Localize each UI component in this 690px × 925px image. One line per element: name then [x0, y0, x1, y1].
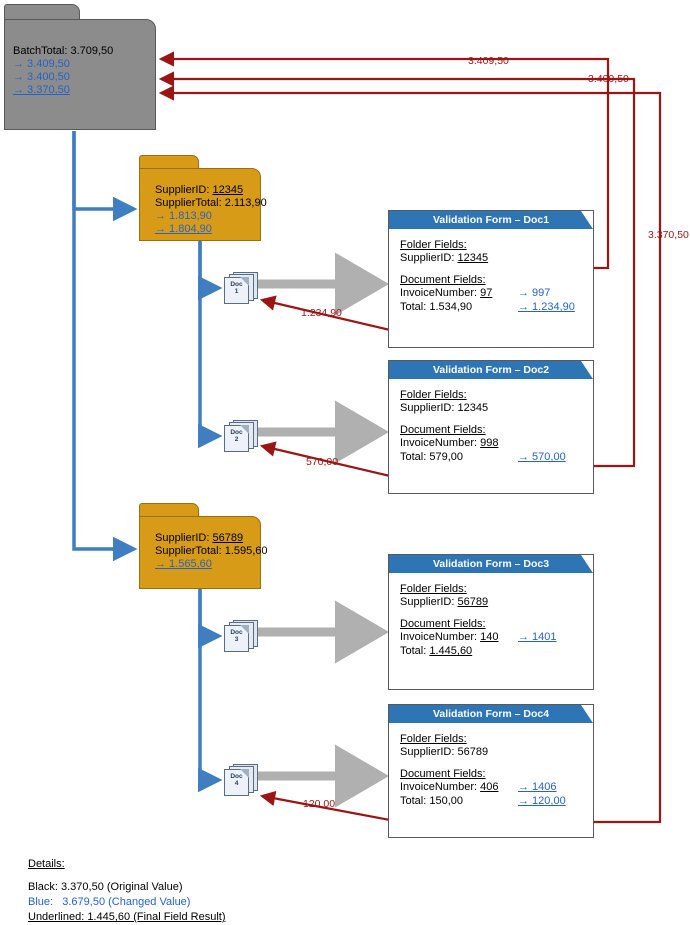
legend-changed: Blue: 3.679,50 (Changed Value) [28, 896, 191, 908]
form-title-bar [389, 705, 593, 723]
document-fields-group [400, 768, 582, 808]
document-fields-group [400, 424, 582, 464]
form-title: Validation Form – Doc2 [389, 361, 593, 379]
folder-fields-header: Folder Fields: [400, 583, 467, 595]
form-title: Validation Form – Doc3 [389, 555, 593, 573]
supplier-total-label: SupplierTotal: 1.595,60 [155, 545, 268, 557]
folder-tab [139, 503, 199, 517]
batch-total-label: BatchTotal: 3.709,50 [13, 45, 114, 57]
total-change: → 1.234,90 [518, 301, 575, 313]
doc-stack-icon-2[interactable] [224, 420, 258, 452]
form-body [389, 229, 593, 335]
supplier-folder-56789[interactable] [139, 503, 268, 589]
corner-notch [581, 555, 593, 573]
invoice-number-change: → 997 [518, 287, 551, 299]
form-title-bar [389, 211, 593, 229]
folder-supplierid-value: 56789 [457, 596, 489, 608]
batch-folder-text [13, 45, 113, 97]
validation-form-doc1[interactable] [388, 210, 594, 348]
legend-final: Underlined: 1.445,60 (Final Field Result) [28, 911, 226, 923]
folder-fields-header: Folder Fields: [400, 239, 467, 251]
supplier-id-label: SupplierID: 56789 [155, 532, 244, 544]
form-body [389, 573, 593, 679]
total-row: Total: 579,00 → 570,00 [400, 451, 566, 463]
supplier-folder-text [155, 532, 268, 571]
folder-supplierid-row: SupplierID: 56789 [400, 746, 489, 758]
doc-icon-label: Doc 1 [230, 281, 243, 295]
folder-fields-group [400, 583, 582, 609]
invoice-number-row: InvoiceNumber: 998 [400, 437, 499, 449]
supplier-id-value: 56789 [212, 532, 244, 544]
invoice-number-value: 406 [480, 781, 499, 793]
total-row: Total: 1.534,90 → 1.234,90 [400, 301, 575, 313]
folder-fields-group [400, 239, 582, 265]
details-header: Details: [28, 858, 65, 870]
doc-icon-label: Doc 3 [230, 629, 243, 643]
batch-change-3: → 3.370,50 [13, 84, 70, 96]
supplier-folder-text [155, 184, 267, 236]
folder-fields-group [400, 733, 582, 759]
invoice-number-row: InvoiceNumber: 140 → 1401 [400, 631, 557, 643]
supplier-folder-12345[interactable] [139, 155, 267, 241]
arrow-label-doc1: 1.234,90 [301, 307, 342, 319]
document-fields-header: Document Fields: [400, 618, 486, 630]
document-fields-group [400, 274, 582, 314]
validation-form-doc4[interactable] [388, 704, 594, 838]
arrow-label-doc2: 570,00 [306, 456, 339, 468]
folder-supplierid-row: SupplierID: 12345 [400, 252, 489, 264]
form-title-bar [389, 361, 593, 379]
form-body [389, 379, 593, 485]
form-title: Validation Form – Doc1 [389, 211, 593, 229]
total-row: Total: 150,00 → 120,00 [400, 795, 566, 807]
details-legend [28, 857, 226, 925]
folder-fields-header: Folder Fields: [400, 733, 467, 745]
folder-fields-group [400, 389, 582, 415]
arrow-label-batch-right: 3.370,50 [648, 229, 689, 241]
supplier-change-2: → 1.804,90 [155, 223, 212, 235]
arrow-label-batch-top: 3.409,50 [468, 55, 509, 67]
form-body [389, 723, 593, 829]
document-fields-header: Document Fields: [400, 768, 486, 780]
folder-fields-header: Folder Fields: [400, 389, 467, 401]
doc-stack-icon-4[interactable] [224, 764, 258, 796]
arrow-label-doc4: 120,00 [303, 798, 336, 810]
doc-icon-label: Doc 2 [230, 429, 243, 443]
total-change: → 570,00 [518, 451, 566, 463]
invoice-number-row: InvoiceNumber: 97 → 997 [400, 287, 551, 299]
doc-stack-icon-1[interactable] [224, 272, 258, 304]
corner-notch [581, 705, 593, 723]
invoice-number-row: InvoiceNumber: 406 → 1406 [400, 781, 557, 793]
invoice-number-value: 140 [480, 631, 499, 643]
form-title: Validation Form – Doc4 [389, 705, 593, 723]
validation-form-doc2[interactable] [388, 360, 594, 494]
form-title-bar [389, 555, 593, 573]
legend-original: Black: 3.370,50 (Original Value) [28, 881, 183, 893]
supplier-total-label: SupplierTotal: 2.113,90 [155, 197, 267, 209]
doc-stack-icon-3[interactable] [224, 620, 258, 652]
validation-form-doc3[interactable] [388, 554, 594, 690]
folder-tab [139, 155, 199, 169]
total-value: 1.445,60 [429, 645, 473, 657]
supplier-id-value: 12345 [212, 184, 244, 196]
folder-supplierid-value: 12345 [457, 252, 489, 264]
document-fields-header: Document Fields: [400, 274, 486, 286]
invoice-number-change: → 1401 [518, 631, 557, 643]
batch-folder[interactable] [4, 4, 156, 130]
supplier-change-1: → 1.565,60 [155, 558, 212, 570]
corner-notch [581, 361, 593, 379]
supplier-change-1: → 1.813,90 [155, 210, 212, 222]
invoice-number-change: → 1406 [518, 781, 557, 793]
doc-icon-label: Doc 4 [230, 773, 243, 787]
folder-supplierid-row: SupplierID: 12345 [400, 402, 489, 414]
corner-notch [581, 211, 593, 229]
batch-change-2: → 3.400,50 [13, 71, 70, 83]
total-change: → 120,00 [518, 795, 566, 807]
total-row: Total: 1.445,60 [400, 645, 473, 657]
folder-tab [4, 4, 80, 20]
document-fields-group [400, 618, 582, 658]
batch-change-1: → 3.409,50 [13, 58, 70, 70]
folder-supplierid-row: SupplierID: 56789 [400, 596, 489, 608]
invoice-number-value: 998 [480, 437, 499, 449]
invoice-number-value: 97 [480, 287, 493, 299]
document-fields-header: Document Fields: [400, 424, 486, 436]
supplier-id-label: SupplierID: 12345 [155, 184, 244, 196]
arrow-label-batch-mid: 3.400,50 [588, 73, 629, 85]
